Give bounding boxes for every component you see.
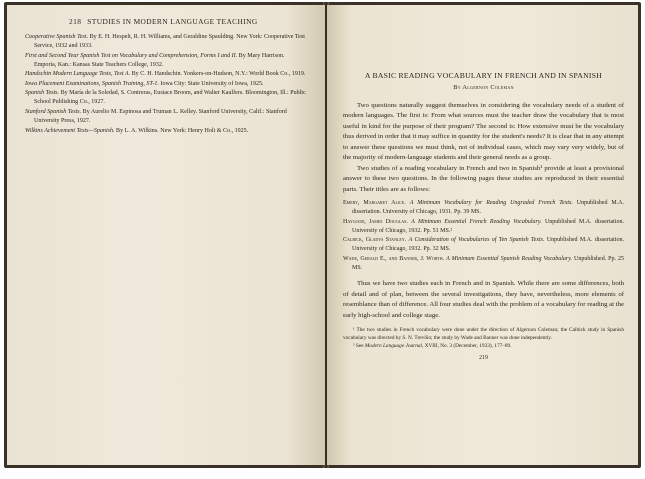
bibliography-entry bbox=[25, 33, 307, 51]
left-page-number: 218 bbox=[69, 17, 82, 26]
reference-entry bbox=[343, 255, 624, 274]
body-paragraph-1: Two questions naturally suggest themselves in considering the vocabulary needs of a student of modern languages. The first is: From what sources must the teacher draw the vocabulary that is most useful in kind for the purpose of their program? The second is: How extensive must be the vocabulary thus derived in order that it may suffice in quantity for the student's needs? It is clear that in any attempt to answer these questions we must think, not of individual cases, which may vary very widely, but of the majority of modern-language students and their general needs as a group. bbox=[343, 101, 624, 161]
reference-details: Unpublished. Pp. 25 MS. bbox=[352, 255, 624, 272]
footnote-2-journal: Modern Language Journal, bbox=[364, 342, 424, 349]
reference-details: Unpublished M.A. dissertation. University of Chicago, 1931. Pp. 39 MS. bbox=[352, 200, 624, 216]
entry-title: Stanford Spanish Tests. bbox=[25, 108, 82, 115]
bibliography-entry bbox=[25, 108, 307, 126]
reference-title: A Minimum Essential Spanish Reading Vocabulary. bbox=[446, 255, 573, 262]
reference-title: A Minimum Essential French Reading Vocabulary. bbox=[411, 218, 542, 225]
footnote-2 bbox=[343, 343, 624, 351]
article-byline: By Algernon Coleman bbox=[453, 83, 514, 91]
bibliography-entry bbox=[25, 80, 307, 89]
running-head-title: STUDIES IN MODERN LANGUAGE TEACHING bbox=[87, 17, 258, 26]
reference-entry bbox=[343, 218, 624, 237]
entry-title: Wilkins Achievement Tests—Spanish. bbox=[25, 127, 115, 134]
reference-author: Haygood, James Douglas. bbox=[343, 218, 408, 225]
reference-title: A Consideration of Vocabularies of Ten Spanish Texts. bbox=[408, 237, 545, 244]
reference-list bbox=[343, 199, 624, 273]
book-spread bbox=[4, 2, 641, 468]
entry-details: By Aurelio M. Espinosa and Truman L. Kelley. Stanford University, Calif.: Stanford University Press, 1927. bbox=[34, 108, 287, 124]
entry-title: Spanish Tests. bbox=[25, 90, 60, 97]
entry-details: By C. H. Handschin. Yonkers-on-Hudson, N.Y.: World Book Co., 1919. bbox=[130, 71, 306, 78]
right-page-number: 219 bbox=[479, 355, 488, 362]
bibliography-entry bbox=[25, 70, 307, 79]
body-paragraph-2: Two studies of a reading vocabulary in French and two in Spanish¹ provide at least a provisional answer to these two questions. In the following pages these studies are reproduced in their essential parts. Their titles are as follows: bbox=[343, 164, 624, 193]
reference-author: Emery, Margaret Alice. bbox=[343, 200, 406, 206]
entry-title: Handschin Modern Language Tests, Test A. bbox=[25, 71, 131, 78]
entry-title: Cooperative Spanish Test. bbox=[25, 34, 89, 40]
entry-details: By L. A. Wilkins. New York: Henry Holt & Co., 1925. bbox=[114, 127, 249, 134]
entry-details: By Mary Harrison. Emporia, Kan.: Kansas State Teachers College, 1932. bbox=[34, 52, 285, 68]
bibliography-entry bbox=[25, 52, 307, 70]
body-paragraph-3: Thus we have two studies each in French and in Spanish. While there are some differences, both of detail and of plan, between the several investigations, they have, nevertheless, more elements of resemblance than of difference. All four studies deal with the problem of a vocabulary for reading at the early high-school and college stage. bbox=[343, 280, 624, 319]
reference-entry bbox=[343, 236, 624, 255]
footnote-2-marker: ² See bbox=[353, 342, 365, 349]
footnote-2-details: XVIII, No. 3 (December, 1933), 177–89. bbox=[423, 342, 512, 349]
article-title: A BASIC READING VOCABULARY IN FRENCH AND IN SPANISH bbox=[364, 71, 603, 80]
reference-title: A Minimum Vocabulary for Reading Ungraded French Texts. bbox=[409, 200, 573, 206]
running-head bbox=[69, 17, 307, 26]
left-page bbox=[7, 5, 325, 465]
entry-details: By E. H. Hespelt, R. H. Williams, and Geraldine Spaulding. New York: Cooperative Test Service, 1932 and 1933. bbox=[34, 34, 305, 49]
reference-details: Unpublished M.A. dissertation. University of Chicago, 1932. Pp. 51 MS.² bbox=[352, 218, 624, 234]
right-page bbox=[327, 5, 638, 465]
reference-author: Wade, Gerald E., and Banner, J. Worth. bbox=[343, 255, 445, 262]
reference-details: Unpublished M.A. dissertation. University of Chicago, 1932. Pp. 32 MS. bbox=[352, 237, 625, 253]
entry-title: First and Second Year Spanish Test on Vocabulary and Comprehension, Forms I and II. bbox=[25, 52, 238, 59]
reference-author: Calbick, Gladys Stanley. bbox=[343, 237, 407, 244]
entry-details: By María de la Soledad, S. Contreras, Eustace Broom, and Walter Kaulfers. Bloomington, Ill.: Public School Publishing Co., 1927. bbox=[34, 90, 306, 106]
entry-details: Iowa City: State University of Iowa, 1925. bbox=[158, 80, 264, 87]
footnotes bbox=[343, 327, 624, 350]
bibliography-entry bbox=[25, 89, 307, 107]
reference-entry bbox=[343, 199, 624, 218]
bibliography-list bbox=[25, 33, 307, 136]
footnote-1: ¹ The two studies in French vocabulary were done under the direction of Algernon Coleman; the Calbick study in Spanish vocabulary was directed by S. N. Treviño; the study by Wade and Banner was done independently. bbox=[343, 327, 624, 341]
entry-title: Iowa Placement Examinations, Spanish Training, ST-1. bbox=[25, 80, 159, 87]
bibliography-entry bbox=[25, 127, 307, 136]
